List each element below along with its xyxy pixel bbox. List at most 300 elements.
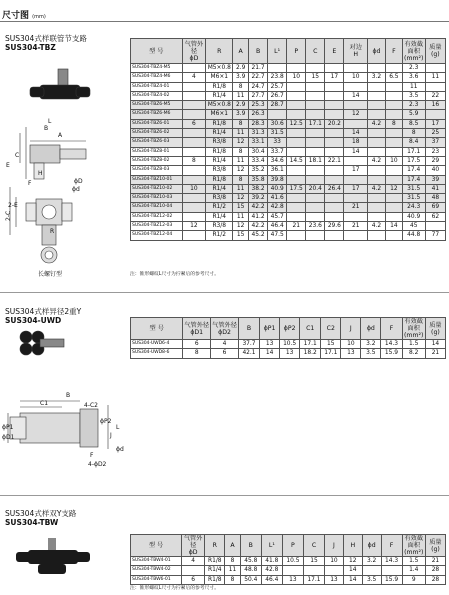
column-header: ϕd bbox=[368, 39, 386, 64]
table-row bbox=[131, 101, 446, 110]
table-cell: M5×0.8 bbox=[207, 65, 231, 71]
model-cell: SUS304-TBW6-01 bbox=[131, 575, 182, 584]
table-cell: 14 bbox=[343, 575, 362, 584]
table-cell bbox=[287, 82, 306, 91]
table-cell: 20.2 bbox=[325, 119, 344, 128]
table-cell: M6×1 bbox=[206, 110, 233, 119]
table-row bbox=[131, 184, 446, 193]
table-cell: 12 bbox=[182, 222, 206, 231]
table-cell: 29.6 bbox=[325, 222, 344, 231]
table-cell: 11 bbox=[233, 184, 249, 193]
model-cell: SUS304-TBZ10-03 bbox=[131, 194, 183, 203]
table-cell bbox=[385, 175, 402, 184]
column-header: 质量 (g) bbox=[425, 318, 445, 340]
table-cell bbox=[368, 212, 386, 221]
svg-text:长螺钉型: 长螺钉型 bbox=[38, 271, 63, 278]
table-cell: 21 bbox=[425, 349, 445, 358]
table-cell: 50.4 bbox=[240, 575, 261, 584]
divider bbox=[0, 21, 449, 22]
table-cell: 11 bbox=[425, 73, 445, 82]
table-cell: 4.2 bbox=[368, 156, 386, 165]
table-cell: 33.4 bbox=[249, 156, 268, 165]
column-header: R bbox=[205, 535, 225, 557]
table-cell: 2.3 bbox=[402, 101, 425, 110]
model-cell: SUS304-TBZ12-02 bbox=[131, 212, 183, 221]
model-cell: SUS304-TBZ10-02 bbox=[131, 184, 183, 193]
table-cell: 13 bbox=[282, 575, 303, 584]
table-cell bbox=[306, 101, 325, 110]
table-cell bbox=[368, 91, 386, 100]
table-cell: 11 bbox=[233, 91, 249, 100]
table-cell: 23 bbox=[425, 147, 445, 156]
table-cell: 8 bbox=[233, 119, 249, 128]
table-cell: 11 bbox=[233, 156, 249, 165]
svg-text:ϕD: ϕD bbox=[74, 178, 83, 185]
column-header: B bbox=[240, 535, 261, 557]
table-cell bbox=[344, 101, 368, 110]
table-cell: 31.5 bbox=[402, 184, 425, 193]
uwd-dimension-drawing bbox=[0, 325, 128, 495]
table-cell bbox=[368, 175, 386, 184]
section-title-tbz: SUS304式样联管节支路 SUS304-TBZ bbox=[5, 34, 87, 52]
table-cell bbox=[182, 91, 206, 100]
table-cell: 42.8 bbox=[268, 203, 287, 212]
column-header: E bbox=[325, 39, 344, 64]
table-cell: 5.9 bbox=[402, 110, 425, 119]
table-cell bbox=[385, 166, 402, 175]
column-header: 型 号 bbox=[131, 39, 183, 64]
table-cell: 4 bbox=[182, 557, 205, 566]
table-cell: 44.8 bbox=[402, 231, 425, 240]
column-header: R bbox=[206, 39, 233, 64]
table-cell: 29 bbox=[425, 156, 445, 165]
table-cell: R1/4 bbox=[206, 184, 233, 193]
table-cell: 9 bbox=[402, 575, 425, 584]
table-cell: 14 bbox=[343, 566, 362, 575]
column-header: J bbox=[341, 318, 361, 340]
table-cell: 21 bbox=[287, 222, 306, 231]
table-cell bbox=[182, 175, 206, 184]
svg-text:ϕd: ϕd bbox=[72, 186, 80, 193]
table-cell bbox=[425, 64, 445, 73]
table-cell: 17 bbox=[325, 73, 344, 82]
table-cell: 23.6 bbox=[306, 222, 325, 231]
table-cell: 41 bbox=[425, 184, 445, 193]
table-cell: 24.7 bbox=[249, 82, 268, 91]
model-cell: SUS304-TBZ6-M5 bbox=[131, 101, 183, 110]
table-cell bbox=[282, 566, 303, 575]
table-cell: 42.2 bbox=[249, 222, 268, 231]
table-cell bbox=[368, 231, 386, 240]
table-cell: M5×0.8 bbox=[207, 102, 231, 109]
table-cell: 33 bbox=[268, 138, 287, 147]
table-cell bbox=[325, 203, 344, 212]
table-cell: 8 bbox=[183, 349, 211, 358]
table-cell: 14.3 bbox=[381, 557, 402, 566]
table-cell: 10 bbox=[341, 340, 361, 349]
table-cell bbox=[306, 110, 325, 119]
table-cell: 35.2 bbox=[249, 166, 268, 175]
table-cell bbox=[385, 138, 402, 147]
tbw-note: 注：锥形螺纹L尺寸为拧紧后的参考尺寸。 bbox=[130, 586, 220, 591]
table-cell: R1/2 bbox=[206, 231, 233, 240]
table-cell: 40.9 bbox=[268, 184, 287, 193]
column-header: J bbox=[325, 535, 344, 557]
table-cell: 14 bbox=[344, 91, 368, 100]
table-cell: 69 bbox=[425, 203, 445, 212]
section-title-uwd: SUS304式样异径2重Y SUS304-UWD bbox=[5, 307, 82, 325]
divider bbox=[0, 495, 449, 496]
column-header: 质量 (g) bbox=[425, 535, 445, 557]
table-cell: 21.7 bbox=[249, 64, 268, 73]
table-cell bbox=[287, 110, 306, 119]
column-header: 型 号 bbox=[131, 318, 183, 340]
table-cell: R1/8 bbox=[206, 119, 233, 128]
table-cell: 8 bbox=[385, 119, 402, 128]
table-cell bbox=[306, 212, 325, 221]
table-cell bbox=[182, 147, 206, 156]
table-cell: 17.1 bbox=[306, 119, 325, 128]
table-cell: 41.6 bbox=[268, 194, 287, 203]
table-cell: 46.4 bbox=[268, 222, 287, 231]
table-cell: 17.4 bbox=[402, 166, 425, 175]
table-row bbox=[131, 194, 446, 203]
table-cell bbox=[362, 566, 381, 575]
column-header: B bbox=[238, 318, 259, 340]
table-cell bbox=[425, 82, 445, 91]
table-cell: 21 bbox=[425, 557, 445, 566]
divider bbox=[0, 292, 449, 293]
table-cell: 4.2 bbox=[368, 119, 386, 128]
table-row bbox=[131, 203, 446, 212]
model-cell: SUS304-UWD8-6 bbox=[131, 349, 183, 358]
table-cell: 45.2 bbox=[249, 231, 268, 240]
table-cell bbox=[306, 166, 325, 175]
model-cell: SUS304-TBZ6-M6 bbox=[131, 110, 183, 119]
table-cell bbox=[368, 101, 386, 110]
table-cell: 10 bbox=[325, 557, 344, 566]
table-cell bbox=[385, 110, 402, 119]
table-cell: 1.4 bbox=[402, 566, 425, 575]
table-cell bbox=[344, 175, 368, 184]
table-cell: M6×1 bbox=[206, 73, 233, 82]
table-cell bbox=[306, 129, 325, 138]
tbw-spec-table bbox=[130, 534, 446, 585]
svg-text:ϕD1: ϕD1 bbox=[2, 434, 15, 441]
table-cell: 12 bbox=[233, 194, 249, 203]
table-cell: 28 bbox=[425, 566, 445, 575]
table-cell: 40.9 bbox=[402, 212, 425, 221]
table-cell: 27.7 bbox=[249, 91, 268, 100]
table-cell: 15 bbox=[321, 340, 341, 349]
table-row bbox=[131, 340, 446, 349]
svg-text:2-C: 2-C bbox=[5, 210, 12, 221]
table-cell: 48.8 bbox=[240, 566, 261, 575]
table-cell bbox=[368, 129, 386, 138]
svg-text:C: C bbox=[15, 152, 20, 159]
table-cell: 12 bbox=[343, 557, 362, 566]
table-cell: 14.5 bbox=[287, 156, 306, 165]
table-cell bbox=[325, 64, 344, 73]
table-cell bbox=[381, 566, 402, 575]
table-cell bbox=[325, 91, 344, 100]
table-row bbox=[131, 129, 446, 138]
table-row bbox=[131, 566, 446, 575]
svg-text:L: L bbox=[116, 424, 120, 431]
table-cell: 36.1 bbox=[268, 166, 287, 175]
model-cell: SUS304-TBZ10-04 bbox=[131, 203, 183, 212]
table-row bbox=[131, 222, 446, 231]
table-cell: 14 bbox=[425, 340, 445, 349]
column-header: C2 bbox=[321, 318, 341, 340]
table-cell: 62 bbox=[425, 212, 445, 221]
table-cell bbox=[306, 64, 325, 73]
table-cell: 35.8 bbox=[249, 175, 268, 184]
column-header: B bbox=[249, 39, 268, 64]
table-cell bbox=[306, 175, 325, 184]
table-cell bbox=[325, 110, 344, 119]
table-cell bbox=[368, 203, 386, 212]
column-header: 气管外径 ϕD bbox=[182, 535, 205, 557]
table-cell bbox=[287, 175, 306, 184]
table-cell: R3/8 bbox=[206, 194, 233, 203]
table-cell bbox=[287, 129, 306, 138]
table-cell: 10 bbox=[344, 73, 368, 82]
table-cell: R3/8 bbox=[206, 222, 233, 231]
table-cell: 31.3 bbox=[249, 129, 268, 138]
uwd-spec-table bbox=[130, 317, 446, 359]
table-cell: 2.9 bbox=[233, 101, 249, 110]
table-cell: 45 bbox=[402, 222, 425, 231]
table-cell bbox=[182, 212, 206, 221]
table-cell: 17 bbox=[344, 184, 368, 193]
table-cell: 10 bbox=[287, 73, 306, 82]
table-cell: 13 bbox=[325, 575, 344, 584]
table-cell: 45.7 bbox=[268, 212, 287, 221]
tbz-note: 注：锥形螺纹L尺寸为拧紧后的参考尺寸。 bbox=[130, 272, 220, 277]
table-cell: 3.9 bbox=[233, 110, 249, 119]
svg-text:H: H bbox=[38, 170, 43, 177]
table-cell: 30.4 bbox=[249, 147, 268, 156]
table-row bbox=[131, 119, 446, 128]
table-cell: 12 bbox=[233, 222, 249, 231]
table-cell bbox=[306, 91, 325, 100]
table-cell: 34.6 bbox=[268, 156, 287, 165]
table-row bbox=[131, 73, 446, 82]
table-cell: R1/8 bbox=[205, 575, 225, 584]
column-header: F bbox=[381, 318, 402, 340]
table-cell: 4.2 bbox=[368, 222, 386, 231]
table-cell bbox=[325, 166, 344, 175]
table-cell bbox=[344, 194, 368, 203]
table-cell bbox=[368, 166, 386, 175]
table-cell bbox=[425, 222, 445, 231]
column-header: C1 bbox=[300, 318, 321, 340]
table-cell: 11 bbox=[402, 82, 425, 91]
column-header: C bbox=[306, 39, 325, 64]
table-cell: 17.1 bbox=[402, 147, 425, 156]
table-cell: 8.4 bbox=[402, 138, 425, 147]
table-cell: 13 bbox=[341, 349, 361, 358]
page-title: 尺寸图 (mm) bbox=[2, 11, 46, 21]
table-cell: 33.1 bbox=[249, 138, 268, 147]
tbz-dimension-drawing bbox=[0, 57, 128, 282]
column-header: F bbox=[385, 39, 402, 64]
svg-text:R: R bbox=[50, 228, 55, 235]
svg-text:ϕP2: ϕP2 bbox=[100, 418, 112, 425]
table-cell: 17 bbox=[344, 166, 368, 175]
svg-text:B: B bbox=[44, 125, 49, 132]
table-cell: 47.5 bbox=[268, 231, 287, 240]
table-cell: 41.8 bbox=[261, 557, 282, 566]
table-cell: 14 bbox=[344, 147, 368, 156]
table-row bbox=[131, 110, 446, 119]
table-cell: 15.9 bbox=[381, 349, 402, 358]
table-cell bbox=[182, 194, 206, 203]
table-cell: R1/8 bbox=[206, 82, 233, 91]
table-cell: 3.5 bbox=[362, 575, 381, 584]
table-cell: 6 bbox=[183, 340, 211, 349]
model-cell: SUS304-TBZ6-03 bbox=[131, 138, 183, 147]
table-cell bbox=[325, 212, 344, 221]
table-cell: 1.5 bbox=[402, 340, 425, 349]
table-row bbox=[131, 156, 446, 165]
table-cell bbox=[368, 82, 386, 91]
table-cell: 10 bbox=[182, 184, 206, 193]
table-row bbox=[131, 91, 446, 100]
column-header: 有效截面积 (mm²) bbox=[404, 318, 424, 339]
table-cell: 8 bbox=[225, 557, 241, 566]
table-cell: 6 bbox=[182, 575, 205, 584]
table-cell: 3.5 bbox=[402, 91, 425, 100]
table-row bbox=[131, 64, 446, 73]
table-cell: R1/8 bbox=[206, 147, 233, 156]
table-cell: 39.8 bbox=[268, 175, 287, 184]
table-cell bbox=[368, 194, 386, 203]
column-header: L¹ bbox=[268, 39, 287, 64]
svg-text:E: E bbox=[6, 162, 10, 169]
table-cell: 28.7 bbox=[268, 101, 287, 110]
table-cell: 8 bbox=[233, 147, 249, 156]
table-row bbox=[131, 147, 446, 156]
table-cell bbox=[385, 101, 402, 110]
table-cell: 8 bbox=[182, 156, 206, 165]
table-cell: 3.5 bbox=[361, 349, 381, 358]
section-title-tbw: SUS304式样双Y支路 SUS304-TBW bbox=[5, 509, 77, 527]
table-cell bbox=[368, 138, 386, 147]
table-cell: 37.7 bbox=[238, 340, 259, 349]
table-cell bbox=[182, 566, 205, 575]
table-cell bbox=[325, 194, 344, 203]
table-row bbox=[131, 231, 446, 240]
column-header: 有效截面积 (mm²) bbox=[404, 535, 424, 556]
table-cell: 3.2 bbox=[362, 557, 381, 566]
svg-text:F: F bbox=[28, 180, 32, 187]
table-cell: R1/8 bbox=[205, 557, 225, 566]
table-cell: 17 bbox=[425, 119, 445, 128]
table-cell bbox=[325, 101, 344, 110]
table-cell: 17.1 bbox=[321, 349, 341, 358]
table-cell: 2.9 bbox=[233, 64, 249, 73]
table-cell bbox=[385, 91, 402, 100]
table-row bbox=[131, 138, 446, 147]
column-header: A bbox=[225, 535, 241, 557]
table-cell bbox=[303, 566, 324, 575]
table-cell bbox=[368, 110, 386, 119]
table-cell bbox=[344, 212, 368, 221]
table-cell bbox=[287, 203, 306, 212]
table-cell: R1/4 bbox=[206, 156, 233, 165]
table-cell: 8 bbox=[225, 575, 241, 584]
svg-text:B: B bbox=[66, 392, 71, 399]
table-cell: 12 bbox=[233, 138, 249, 147]
table-cell: 15 bbox=[306, 73, 325, 82]
table-cell bbox=[325, 231, 344, 240]
table-cell bbox=[182, 166, 206, 175]
table-cell: 12.5 bbox=[287, 119, 306, 128]
svg-text:4-ϕD2: 4-ϕD2 bbox=[88, 461, 107, 468]
table-cell bbox=[287, 101, 306, 110]
column-header: F bbox=[381, 535, 402, 557]
table-cell bbox=[325, 147, 344, 156]
table-cell bbox=[287, 212, 306, 221]
table-cell: 16 bbox=[425, 101, 445, 110]
table-cell: 25.7 bbox=[268, 82, 287, 91]
table-cell: 12 bbox=[233, 166, 249, 175]
table-cell bbox=[325, 82, 344, 91]
table-cell: 11 bbox=[233, 212, 249, 221]
table-cell: R1/4 bbox=[205, 566, 225, 575]
table-cell: 11 bbox=[233, 129, 249, 138]
model-cell: SUS304-TBZ8-03 bbox=[131, 166, 183, 175]
table-cell: 21 bbox=[344, 222, 368, 231]
table-cell: 42.8 bbox=[261, 566, 282, 575]
table-cell bbox=[368, 64, 386, 73]
table-cell: 4 bbox=[182, 73, 206, 82]
column-header: ϕd bbox=[361, 318, 381, 340]
table-cell: 41.2 bbox=[249, 212, 268, 221]
dim-label: A bbox=[58, 132, 63, 139]
table-cell: 21 bbox=[344, 203, 368, 212]
table-cell bbox=[344, 64, 368, 73]
svg-text:ϕP1: ϕP1 bbox=[2, 424, 14, 431]
svg-text:L: L bbox=[48, 118, 52, 125]
table-cell: 14 bbox=[260, 349, 280, 358]
tbw-product-image bbox=[8, 532, 98, 592]
model-cell: SUS304-TBZ4-M5 bbox=[131, 64, 183, 73]
model-cell: SUS304-TBZ4-M6 bbox=[131, 73, 183, 82]
table-cell: 17.1 bbox=[300, 340, 321, 349]
svg-text:ϕd: ϕd bbox=[116, 446, 124, 453]
table-cell: 26.4 bbox=[325, 184, 344, 193]
table-cell bbox=[287, 138, 306, 147]
table-cell: 12 bbox=[344, 110, 368, 119]
table-cell bbox=[182, 138, 206, 147]
table-cell bbox=[306, 82, 325, 91]
svg-text:F: F bbox=[90, 452, 94, 459]
table-cell: 25 bbox=[425, 129, 445, 138]
column-header: C bbox=[303, 535, 324, 557]
table-cell bbox=[306, 194, 325, 203]
table-cell: 8.5 bbox=[402, 119, 425, 128]
table-row bbox=[131, 166, 446, 175]
table-cell: 28.3 bbox=[249, 119, 268, 128]
table-cell bbox=[385, 194, 402, 203]
table-cell: 31.5 bbox=[268, 129, 287, 138]
table-cell bbox=[287, 194, 306, 203]
table-cell: 17.4 bbox=[402, 175, 425, 184]
table-cell: 39 bbox=[425, 175, 445, 184]
